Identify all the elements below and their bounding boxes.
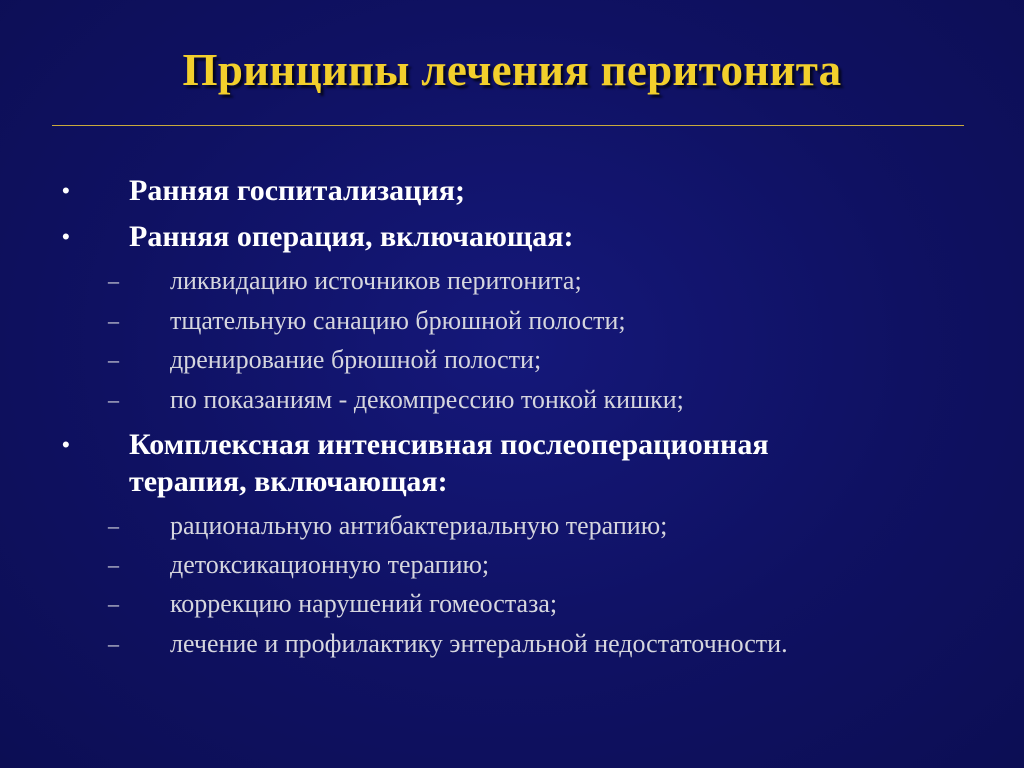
sub-text: по показаниям - декомпрессию тонкой кишки; (170, 385, 684, 414)
sub-text: тщательную санацию брюшной полости; (170, 306, 626, 335)
sub-text: дренирование брюшной полости; (170, 345, 542, 374)
bullet-text: Ранняя операция, включающая: (129, 220, 574, 253)
sub-text: коррекцию нарушений гомеостаза; (170, 589, 558, 618)
slide-title: Принципы лечения перитонита (182, 45, 842, 95)
sub-text: ликвидацию источников перитонита; (170, 266, 582, 295)
sub-marker: – (108, 268, 119, 293)
sub-marker: – (108, 591, 119, 616)
bullet-text-line1: Комплексная интенсивная послеоперационная (129, 428, 769, 461)
sub-text: лечение и профилактику энтеральной недостаточности. (170, 629, 788, 658)
sub-marker: – (108, 347, 119, 372)
sub-marker: – (108, 308, 119, 333)
bullet-text-line2: терапия, включающая: (129, 465, 448, 498)
sub-text: детоксикационную терапию; (170, 550, 490, 579)
title-divider (52, 125, 964, 126)
sub-marker: – (108, 631, 119, 656)
sub-marker: – (108, 552, 119, 577)
sub-text: рациональную антибактериальную терапию; (170, 511, 668, 540)
sub-marker: – (108, 513, 119, 538)
sub-marker: – (108, 387, 119, 412)
bullet-marker: • (62, 224, 70, 249)
bullet-marker: • (62, 178, 70, 203)
bullet-marker: • (62, 432, 70, 457)
bullet-text: Ранняя госпитализация; (129, 174, 465, 207)
